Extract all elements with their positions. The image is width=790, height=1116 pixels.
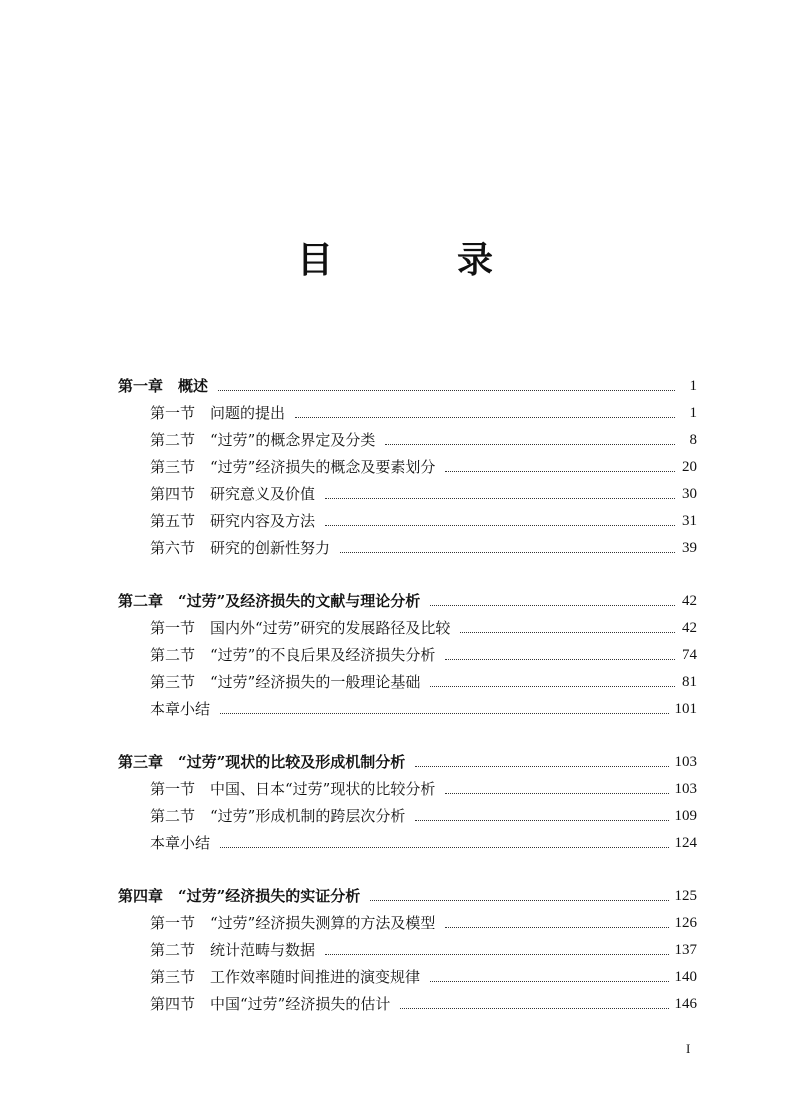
toc-section[interactable]: [118, 799, 697, 826]
toc-chapter-4[interactable]: [118, 879, 697, 906]
toc-page-number: 42: [682, 620, 697, 636]
toc-section-label: 第二节 “过劳”形成机制的跨层次分析: [150, 807, 406, 825]
toc-section-label: 第一节 “过劳”经济损失测算的方法及模型: [150, 914, 436, 932]
toc-section-label: 第三节 工作效率随时间推进的演变规律: [150, 968, 421, 986]
dot-leader: [445, 927, 668, 928]
toc-page-number: 103: [674, 781, 697, 797]
dot-leader: [370, 900, 668, 901]
toc-section-label: 第四节 中国“过劳”经济损失的估计: [150, 995, 391, 1013]
toc-section[interactable]: [118, 826, 697, 853]
toc-section[interactable]: [118, 665, 697, 692]
dot-leader: [325, 954, 668, 955]
toc-section[interactable]: [118, 396, 697, 423]
toc-page-number: 125: [674, 888, 697, 904]
toc-page-number: 81: [682, 674, 697, 690]
toc-section-label: 第三节 “过劳”经济损失的一般理论基础: [150, 673, 421, 691]
toc-section[interactable]: [118, 933, 697, 960]
toc-page-number: 1: [689, 405, 697, 421]
dot-leader: [430, 605, 675, 606]
toc-page-number: 140: [674, 969, 697, 985]
dot-leader: [415, 766, 668, 767]
dot-leader: [430, 981, 668, 982]
chapter-group-4: [118, 879, 697, 1014]
dot-leader: [340, 552, 675, 553]
dot-leader: [445, 659, 675, 660]
toc-section[interactable]: [118, 611, 697, 638]
toc-section-label: 第一节 问题的提出: [150, 404, 286, 422]
toc-page-number: 30: [682, 486, 697, 502]
toc-section-label: 第五节 研究内容及方法: [150, 512, 316, 530]
dot-leader: [385, 444, 675, 445]
toc-section-label: 第六节 研究的创新性努力: [150, 539, 331, 557]
toc-chapter-label: 第一章 概述: [118, 377, 209, 395]
dot-leader: [218, 390, 675, 391]
toc-page-number: 126: [674, 915, 697, 931]
toc-section-label: 本章小结: [150, 700, 211, 718]
toc-section[interactable]: [118, 987, 697, 1014]
toc-section[interactable]: [118, 960, 697, 987]
toc-chapter-2[interactable]: [118, 584, 697, 611]
toc-section-label: 第四节 研究意义及价值: [150, 485, 316, 503]
dot-leader: [445, 793, 668, 794]
toc-section[interactable]: [118, 450, 697, 477]
page-title: 目 录: [296, 239, 537, 281]
toc-section[interactable]: [118, 504, 697, 531]
toc-section[interactable]: [118, 531, 697, 558]
toc-chapter-label: 第二章 “过劳”及经济损失的文献与理论分析: [118, 592, 421, 610]
dot-leader: [400, 1008, 668, 1009]
toc-page-number: 124: [674, 835, 697, 851]
toc-section[interactable]: [118, 772, 697, 799]
toc-section-label: 第一节 国内外“过劳”研究的发展路径及比较: [150, 619, 451, 637]
dot-leader: [220, 713, 668, 714]
chapter-group-2: [118, 584, 697, 719]
table-of-contents: [118, 369, 697, 1040]
toc-page-number: 8: [689, 432, 697, 448]
toc-page-number: 103: [674, 754, 697, 770]
toc-chapter-label: 第四章 “过劳”经济损失的实证分析: [118, 887, 361, 905]
page-folio: I: [686, 1041, 691, 1056]
toc-section-label: 第二节 “过劳”的不良后果及经济损失分析: [150, 646, 436, 664]
toc-section[interactable]: [118, 423, 697, 450]
dot-leader: [430, 686, 675, 687]
dot-leader: [295, 417, 675, 418]
toc-page-number: 20: [682, 459, 697, 475]
toc-page-number: 31: [682, 513, 697, 529]
toc-section-label: 本章小结: [150, 834, 211, 852]
toc-chapter-1[interactable]: [118, 369, 697, 396]
toc-section-label: 第二节 “过劳”的概念界定及分类: [150, 431, 376, 449]
toc-section[interactable]: [118, 692, 697, 719]
dot-leader: [325, 525, 675, 526]
toc-section[interactable]: [118, 638, 697, 665]
toc-section-label: 第三节 “过劳”经济损失的概念及要素划分: [150, 458, 436, 476]
toc-page-number: 42: [682, 593, 697, 609]
toc-section-label: 第二节 统计范畴与数据: [150, 941, 316, 959]
dot-leader: [415, 820, 668, 821]
toc-page-number: 74: [682, 647, 697, 663]
toc-page-number: 1: [689, 378, 697, 394]
dot-leader: [445, 471, 675, 472]
toc-page-number: 146: [674, 996, 697, 1012]
chapter-group-1: [118, 369, 697, 558]
toc-chapter-label: 第三章 “过劳”现状的比较及形成机制分析: [118, 753, 406, 771]
toc-section[interactable]: [118, 477, 697, 504]
toc-section-label: 第一节 中国、日本“过劳”现状的比较分析: [150, 780, 436, 798]
toc-page-number: 101: [674, 701, 697, 717]
dot-leader: [460, 632, 675, 633]
toc-page-number: 39: [682, 540, 697, 556]
toc-page-number: 109: [674, 808, 697, 824]
dot-leader: [325, 498, 675, 499]
chapter-group-3: [118, 745, 697, 853]
toc-page-number: 137: [674, 942, 697, 958]
toc-section[interactable]: [118, 906, 697, 933]
dot-leader: [220, 847, 668, 848]
toc-chapter-3[interactable]: [118, 745, 697, 772]
